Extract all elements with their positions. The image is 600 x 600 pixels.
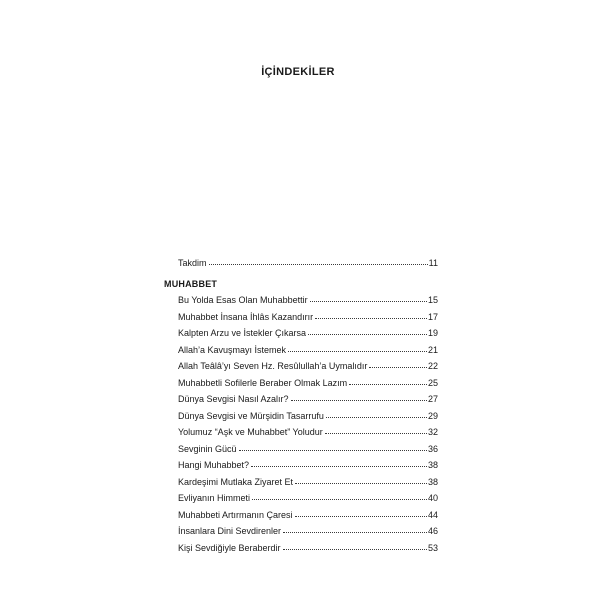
toc-entry <box>164 457 438 474</box>
toc-entry-title: Kardeşimi Mutlaka Ziyaret Et <box>178 476 294 487</box>
toc-entry-page: 36 <box>427 443 438 454</box>
dot-leader <box>209 264 428 265</box>
dot-leader <box>325 433 427 434</box>
toc-entry-page: 21 <box>427 344 438 355</box>
toc-entry-page: 25 <box>427 377 438 388</box>
toc-entry-title: İnsanlara Dini Sevdirenler <box>178 526 282 536</box>
toc-entry-title: Kişi Sevdiğiyle Beraberdir <box>178 542 281 553</box>
dot-leader <box>315 318 427 319</box>
toc-entry-title: Evliyanın Himmeti <box>178 493 251 503</box>
toc-entry <box>164 342 438 359</box>
toc-entry <box>164 255 438 272</box>
toc-entry-title: Bu Yolda Esas Olan Muhabbettir <box>178 295 308 305</box>
dot-leader <box>349 384 427 385</box>
toc-entry-page: 53 <box>427 542 438 553</box>
toc-entry-title: Muhabbetli Sofilerle Beraber Olmak Lazım <box>178 377 348 388</box>
toc-entry-page: 46 <box>427 526 438 536</box>
toc-entry <box>164 507 438 524</box>
toc-entry <box>164 358 438 375</box>
dot-leader <box>283 532 427 533</box>
dot-leader <box>283 549 427 550</box>
toc-entry <box>164 309 438 326</box>
toc-entry <box>164 523 438 540</box>
toc-entry <box>164 490 438 507</box>
toc-entry-title: Dünya Sevgisi ve Mürşidin Tasarrufu <box>178 410 324 421</box>
toc-entry-page: 29 <box>427 410 438 421</box>
toc-entry-title: Kalpten Arzu ve İstekler Çıkarsa <box>178 328 307 338</box>
toc-entry-title: Yolumuz “Aşk ve Muhabbet” Yoludur <box>178 427 323 437</box>
toc-entry-title: Muhabbeti Artırmanın Çaresi <box>178 509 293 520</box>
dot-leader <box>308 334 427 335</box>
page-title: İÇİNDEKİLER <box>261 66 335 78</box>
toc-entry-page: 11 <box>428 258 438 268</box>
toc-entry-page: 17 <box>427 311 438 322</box>
toc-entry-title: Hangi Muhabbet? <box>178 460 250 470</box>
toc-entry-page: 15 <box>427 295 438 305</box>
toc-entry-title: Muhabbet İnsana İhlâs Kazandırır <box>178 311 314 322</box>
dot-leader <box>310 301 427 302</box>
dot-leader <box>239 450 427 451</box>
section-heading: MUHABBET <box>164 278 218 289</box>
toc-entry-page: 40 <box>427 493 438 503</box>
toc-entry-title: Dünya Sevgisi Nasıl Azalır? <box>178 394 289 404</box>
dot-leader <box>295 483 427 484</box>
toc-entry-page: 44 <box>427 509 438 520</box>
table-of-contents <box>164 255 438 556</box>
dot-leader <box>295 516 427 517</box>
dot-leader <box>252 499 427 500</box>
toc-entry <box>164 540 438 557</box>
toc-entry <box>164 424 438 441</box>
toc-entry-page: 38 <box>427 460 438 470</box>
dot-leader <box>288 351 427 352</box>
dot-leader <box>369 367 427 368</box>
toc-entry-page: 32 <box>427 427 438 437</box>
toc-entry <box>164 325 438 342</box>
toc-entry <box>164 441 438 458</box>
toc-entry <box>164 375 438 392</box>
toc-entry <box>164 391 438 408</box>
toc-entry-title: Sevginin Gücü <box>178 443 237 454</box>
toc-entry-page: 38 <box>427 476 438 487</box>
toc-entry <box>164 408 438 425</box>
toc-entry-page: 27 <box>427 394 438 404</box>
dot-leader <box>291 400 427 401</box>
toc-entry-title: Allah Teâlâ’yı Seven Hz. Resûlullah’a Uymalıdır <box>178 361 368 371</box>
toc-entry-title: Allah’a Kavuşmayı İstemek <box>178 344 287 355</box>
toc-entry-title: Takdim <box>178 258 207 268</box>
toc-entry-page: 19 <box>427 328 438 338</box>
toc-entry <box>164 474 438 491</box>
toc-entry-page: 22 <box>427 361 438 371</box>
toc-entry <box>164 292 438 309</box>
dot-leader <box>251 466 427 467</box>
dot-leader <box>326 417 427 418</box>
